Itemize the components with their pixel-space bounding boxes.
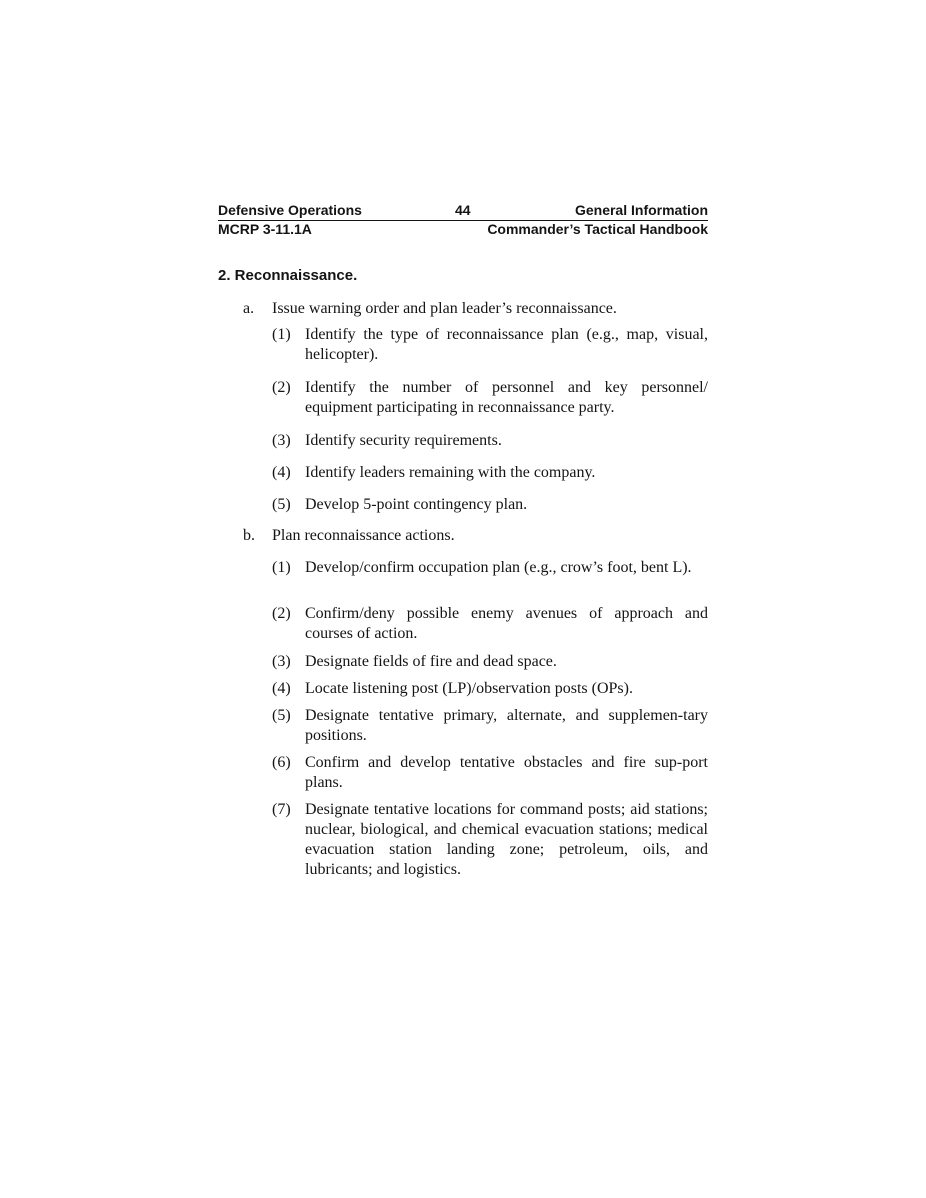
- item-label: (3): [272, 653, 291, 670]
- header-row-top: [218, 202, 708, 221]
- header-row-bottom: [218, 221, 708, 239]
- header-chapter-title: General Information: [574, 202, 708, 218]
- item-label: (6): [272, 754, 291, 771]
- item-text: Confirm/deny possible enemy avenues of approach and courses of action.: [305, 605, 708, 642]
- header-section-title: Defensive Operations: [218, 202, 362, 218]
- item-label: (1): [272, 559, 291, 576]
- item-text: Designate tentative locations for command posts; aid stations; nuclear, biological, and chemical evacuation stations; medical evacuation station landing zone; petroleum, oils, and lubricants; and logistics.: [305, 801, 708, 878]
- item-label: (4): [272, 464, 291, 481]
- item-text: Issue warning order and plan leader’s reconnaissance.: [272, 300, 617, 317]
- item-label: (2): [272, 379, 291, 396]
- item-label: (5): [272, 707, 291, 724]
- item-label: (1): [272, 326, 291, 343]
- item-text: Designate tentative primary, alternate, and supplemen-tary positions.: [305, 707, 708, 744]
- item-label: (7): [272, 801, 291, 818]
- item-text: Identify leaders remaining with the company.: [305, 464, 596, 481]
- item-text: Designate fields of fire and dead space.: [305, 653, 557, 670]
- item-label: (2): [272, 605, 291, 622]
- item-label: (4): [272, 680, 291, 697]
- item-text: Confirm and develop tentative obstacles and fire sup-port plans.: [305, 754, 708, 791]
- item-label: a.: [243, 300, 255, 317]
- header-publication-id: MCRP 3-11.1A: [218, 221, 312, 237]
- item-text: Identify the type of reconnaissance plan (e.g., map, visual, helicopter).: [305, 326, 708, 363]
- section-heading: 2. Reconnaissance.: [218, 267, 358, 284]
- page-number: 44: [455, 202, 471, 218]
- item-text: Locate listening post (LP)/observation posts (OPs).: [305, 680, 633, 697]
- item-label: b.: [243, 527, 255, 544]
- item-text: Identify the number of personnel and key personnel/ equipment participating in reconnaissance party.: [305, 379, 708, 416]
- running-header: [218, 202, 708, 239]
- item-text: Develop/confirm occupation plan (e.g., crow’s foot, bent L).: [305, 559, 692, 576]
- item-label: (3): [272, 432, 291, 449]
- item-label: (5): [272, 496, 291, 513]
- item-text: Identify security requirements.: [305, 432, 502, 449]
- item-text: Develop 5-point contingency plan.: [305, 496, 528, 513]
- header-publication-title: Commander’s Tactical Handbook: [487, 221, 708, 237]
- item-text: Plan reconnaissance actions.: [272, 527, 455, 544]
